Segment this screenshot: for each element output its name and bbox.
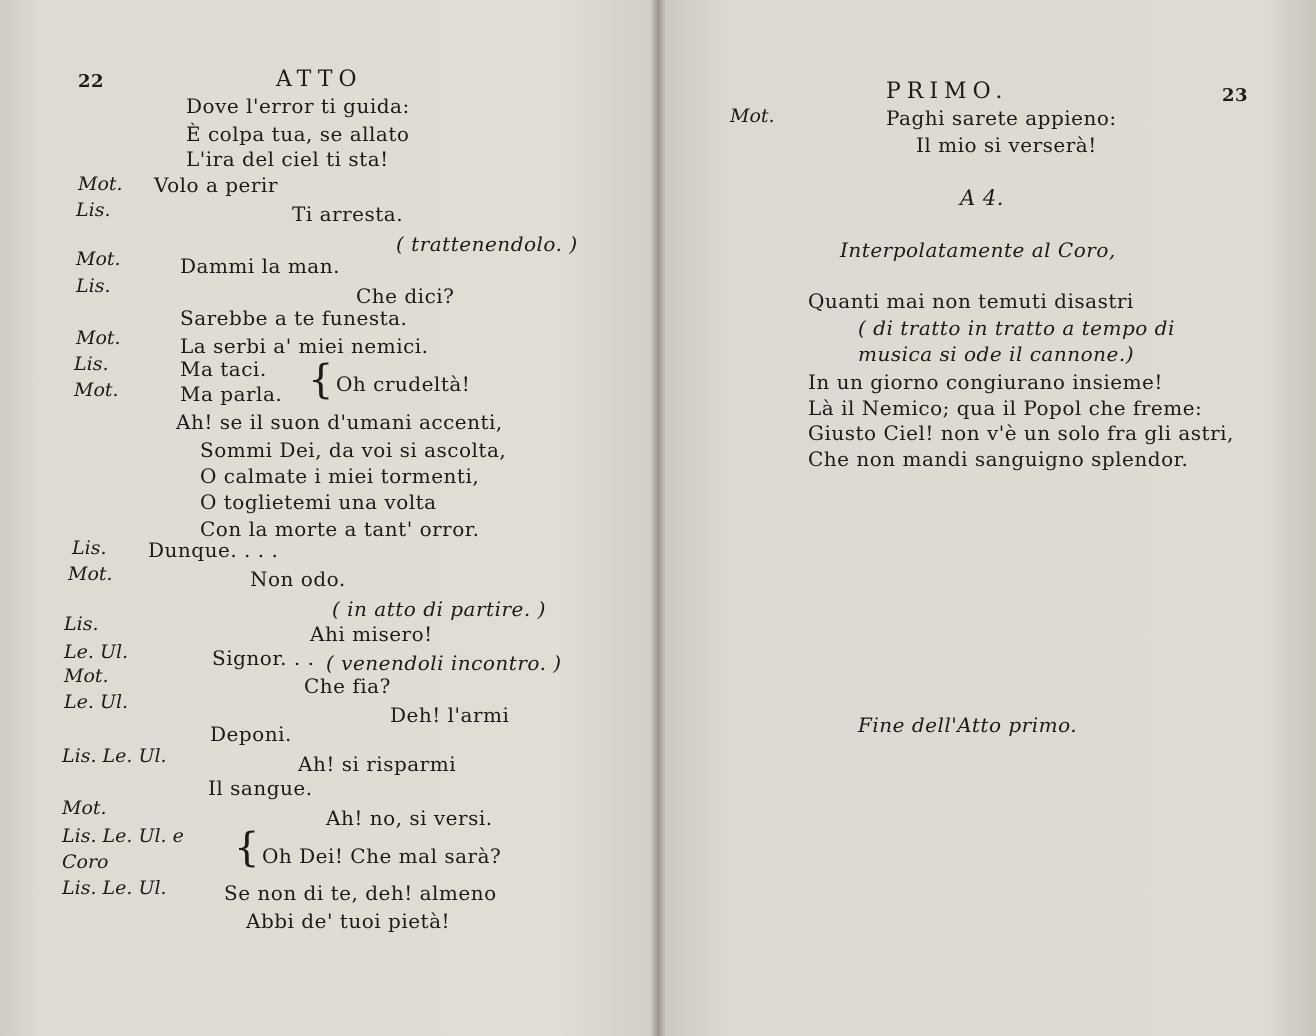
verse-line: Ma taci. — [180, 357, 267, 381]
verse-line: Là il Nemico; qua il Popol che freme: — [808, 396, 1203, 420]
speaker-label: Lis. — [76, 275, 111, 297]
running-head: PRIMO. — [886, 79, 1009, 104]
speaker-label: Lis. — [72, 537, 107, 559]
speaker-label: Mot. — [64, 665, 109, 687]
speaker-label: Lis. — [76, 199, 111, 221]
speaker-label: Lis. Le. Ul. — [62, 745, 167, 767]
verse-line: Dammi la man. — [180, 254, 340, 278]
page-number: 22 — [78, 71, 105, 92]
verse-line: Il sangue. — [208, 776, 313, 800]
speaker-label: Le. Ul. — [64, 641, 129, 663]
verse-line: Che dici? — [356, 284, 455, 308]
stage-direction: ( in atto di partire. ) — [332, 597, 546, 621]
verse-line: È colpa tua, se allato — [186, 122, 410, 146]
verse-line: Che non mandi sanguigno splendor. — [808, 447, 1189, 471]
verse-line: Deponi. — [210, 722, 292, 746]
verse-line: Ah! se il suon d'umani accenti, — [176, 410, 503, 434]
verse-line: Il mio si verserà! — [916, 133, 1097, 157]
verse-line: Signor. . . — [212, 646, 315, 670]
section-heading: A 4. — [960, 186, 1004, 210]
verse-line: La serbi a' miei nemici. — [180, 334, 429, 358]
verse-line: Giusto Ciel! non v'è un solo fra gli astri, — [808, 421, 1234, 445]
verse-line: Dunque. . . . — [148, 538, 279, 562]
speaker-label: Coro — [62, 851, 109, 873]
stage-direction: Interpolatamente al Coro, — [840, 238, 1116, 262]
verse-line: Quanti mai non temuti disastri — [808, 289, 1134, 313]
verse-line: O toglietemi una volta — [200, 490, 437, 514]
speaker-label: Mot. — [74, 379, 119, 401]
brace-icon: { — [234, 825, 260, 871]
stage-direction: ( di tratto in tratto a tempo di — [858, 316, 1175, 340]
stage-direction: ( venendoli incontro. ) — [326, 651, 562, 675]
speaker-label: Mot. — [62, 797, 107, 819]
verse-line: Sarebbe a te funesta. — [180, 306, 408, 330]
verse-line: Sommi Dei, da voi si ascolta, — [200, 438, 507, 462]
verse-line: Non odo. — [250, 567, 346, 591]
book-gutter — [650, 0, 666, 1036]
verse-line: Se non di te, deh! almeno — [224, 881, 497, 905]
verse-line: Ah! si risparmi — [298, 752, 457, 776]
speaker-label: Lis. — [64, 613, 99, 635]
stage-direction: musica si ode il cannone.) — [858, 342, 1134, 366]
verse-line: Ah! no, si versi. — [326, 806, 493, 830]
verse-line: Volo a perir — [154, 173, 278, 197]
speaker-label: Lis. Le. Ul. e — [62, 825, 184, 847]
speaker-label: Le. Ul. — [64, 691, 129, 713]
verse-line: O calmate i miei tormenti, — [200, 464, 480, 488]
verse-line: Oh crudeltà! — [336, 372, 471, 396]
verse-line: Paghi sarete appieno: — [886, 106, 1117, 130]
verse-line: In un giorno congiurano insieme! — [808, 370, 1163, 394]
speaker-label: Mot. — [68, 563, 113, 585]
verse-line: Con la morte a tant' orror. — [200, 517, 480, 541]
verse-line: Ahi misero! — [310, 622, 433, 646]
speaker-label: Lis. Le. Ul. — [62, 877, 167, 899]
verse-line: Che fia? — [304, 674, 391, 698]
verse-line: Dove l'error ti guida: — [186, 94, 410, 118]
stage-direction: ( trattenendolo. ) — [396, 232, 578, 256]
brace-icon: { — [308, 357, 334, 403]
running-head: ATTO — [276, 67, 363, 92]
speaker-label: Mot. — [76, 248, 121, 270]
page-number: 23 — [1222, 85, 1249, 106]
speaker-label: Lis. — [74, 353, 109, 375]
verse-line: Ma parla. — [180, 382, 283, 406]
verse-line: Ti arresta. — [292, 202, 404, 226]
right-page — [658, 0, 1316, 1036]
verse-line: Abbi de' tuoi pietà! — [246, 909, 451, 933]
verse-line: L'ira del ciel ti sta! — [186, 147, 389, 171]
speaker-label: Mot. — [76, 327, 121, 349]
verse-line: Oh Dei! Che mal sarà? — [262, 844, 502, 868]
speaker-label: Mot. — [730, 105, 775, 127]
closing-line: Fine dell'Atto primo. — [858, 713, 1078, 737]
speaker-label: Mot. — [78, 173, 123, 195]
verse-line: Deh! l'armi — [390, 703, 510, 727]
